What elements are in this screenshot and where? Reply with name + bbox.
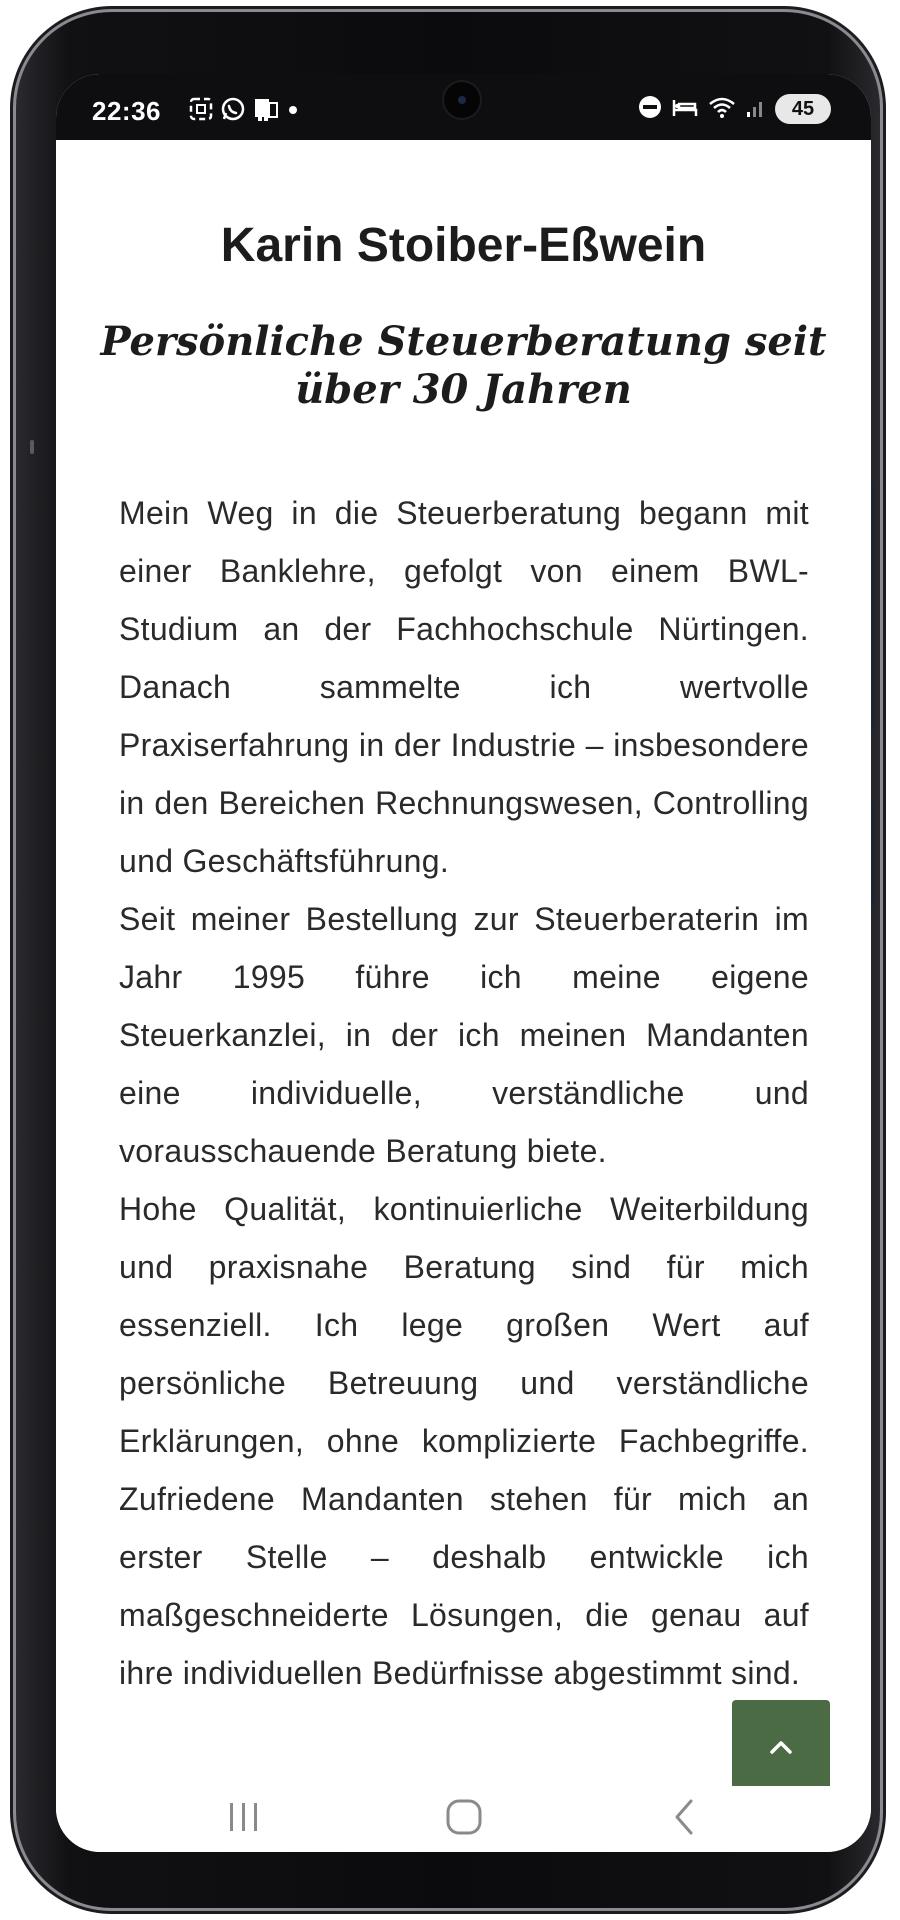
bio-text [119,484,809,1702]
sleep-mode-icon [671,94,699,124]
dot-icon [286,96,300,126]
home-button[interactable] [434,1792,494,1846]
phone-screen [56,74,871,1852]
whatsapp-icon [220,96,246,126]
news-icon [252,96,280,126]
recent-apps-button[interactable] [214,1792,274,1846]
bio-paragraph: Mein Weg in die Steuerberatung begann mit einer Banklehre, gefolgt von einem BWL-Studium an der Fachhochschule Nürtingen. Danach sammelte ich wertvolle Praxiserfahrung in der Industrie – insbesondere in den Bereichen Rechnungswesen, Controlling und Geschäftsführung. [119,495,809,879]
status-icons-left [188,96,300,126]
page-title: Karin Stoiber-Eßwein [220,219,707,272]
status-icons-right [637,94,831,124]
wifi-icon [707,94,737,124]
home-icon [445,1798,483,1840]
battery-icon [775,94,831,124]
bio-paragraph: Seit meiner Bestellung zur Steuerberaterin im Jahr 1995 führe ich meine eigene Steuerkanzlei, in der ich meinen Mandanten eine individuelle, verständliche und vorausschauende Beratung biete. [119,901,809,1169]
scroll-to-top-button[interactable] [732,1700,830,1786]
chevron-up-icon [768,1738,794,1760]
recent-apps-icon [226,1800,262,1838]
status-time: 22:36 [92,96,161,126]
front-camera [444,82,480,118]
screenshot-icon [188,96,214,126]
status-bar [56,74,871,140]
frame-mark [30,440,34,454]
page-subtitle: Persönliche Steuerberatung seit über 30 Jahren [100,318,827,413]
battery-level: 45 [791,97,815,120]
phone-frame [16,12,880,1908]
do-not-disturb-icon [637,94,663,124]
signal-icon [745,94,767,124]
navigation-bar [56,1786,871,1852]
back-icon [669,1797,699,1841]
back-button[interactable] [654,1792,714,1846]
bio-paragraph: Hohe Qualität, kontinuierliche Weiterbildung und praxisnahe Beratung sind für mich essenziell. Ich lege großen Wert auf persönliche Betreuung und verständliche Erklärungen, ohne komplizierte Fachbegriffe. Zufriedene Mandanten stehen für mich an erster Stelle – deshalb entwickle ich maßgeschneiderte Lösungen, die genau auf ihre individuellen Bedürfnisse abgestimmt sind. [119,1191,809,1691]
page-content [56,140,871,1786]
